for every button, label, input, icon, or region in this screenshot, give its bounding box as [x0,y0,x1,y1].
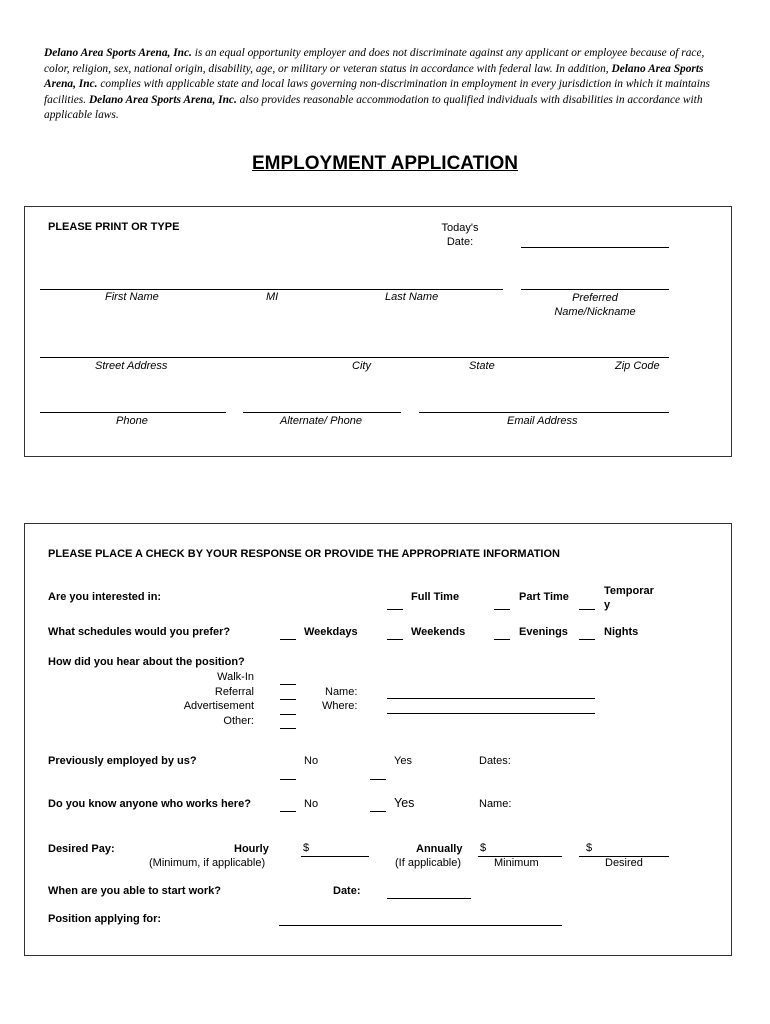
weekdays-label: Weekdays [304,626,358,638]
eeo-statement [44,46,724,124]
advertisement-label: Advertisement [183,700,254,712]
todays-date-label [420,221,500,249]
hourly-pay-field[interactable] [301,856,369,857]
statement-part-1: is an equal opportunity employer and does not discriminate against any applicant or employee because of race, color, religion, sex, national origin, disability, age, or military or veteran status in accordance with federal law. In addition, [44,47,705,75]
part-time-checkbox[interactable] [494,609,510,610]
preferred-name-label [534,291,656,319]
hourly-note: (Minimum, if applicable) [149,857,266,869]
hourly-dollar: $ [303,842,310,854]
page-title: EMPLOYMENT APPLICATION [252,153,518,174]
start-date-field[interactable] [387,898,471,899]
prev-employed-question: Previously employed by us? [48,755,197,767]
nights-label: Nights [604,626,639,638]
start-date-label: Date: [333,885,361,897]
interested-question: Are you interested in: [48,591,162,603]
statement-part-3: also provides reasonable accommodation to qualified individuals with disabilities in accordance with applicable laws. [44,93,703,122]
temporary-checkbox[interactable] [579,609,595,610]
annually-label: Annually [416,843,463,855]
position-field[interactable] [279,925,562,926]
know-anyone-question: Do you know anyone who works here? [48,798,251,810]
referral-checkbox[interactable] [280,699,296,700]
hourly-label: Hourly [234,843,269,855]
company-name: Delano Area Sports Arena, Inc. [44,47,192,59]
where-label: Where: [322,700,358,712]
annual-min-dollar: $ [480,842,487,854]
state-label: State [469,360,495,372]
statement-part-2: complies with applicable state and local laws governing non-discrimination in employment in every jurisdiction in which it maintains facilities. [44,78,710,106]
phone-label: Phone [116,415,148,427]
todays-date-field[interactable] [521,247,669,248]
part-time-label: Part Time [519,591,569,603]
walkin-checkbox[interactable] [280,684,296,685]
temporary-label-1: Temporar [604,585,654,597]
date-label: Date: [446,236,474,248]
preferred-label-2: Name/Nickname [554,306,636,318]
prev-yes-checkbox[interactable] [370,779,386,780]
full-time-label: Full Time [411,591,460,603]
evenings-label: Evenings [519,626,568,638]
company-name: Delano Area Sports Arena, Inc. [88,93,237,106]
prev-yes-label: Yes [394,755,412,767]
start-work-question: When are you able to start work? [48,885,221,897]
mi-label: MI [266,291,279,303]
phone-field[interactable] [40,412,226,413]
know-no-label: No [304,798,319,810]
know-name-label: Name: [479,798,512,810]
walkin-label: Walk-In [217,671,254,683]
city-label: City [352,360,371,372]
zip-code-label: Zip Code [615,360,660,372]
check-response-heading: PLEASE PLACE A CHECK BY YOUR RESPONSE OR PROVIDE THE APPROPRIATE INFORMATION [48,548,560,560]
annually-note: (If applicable) [395,857,462,869]
weekdays-checkbox[interactable] [280,639,296,640]
know-no-checkbox[interactable] [280,811,296,812]
full-time-checkbox[interactable] [387,609,403,610]
desired-label: Desired [605,857,643,869]
referral-name-field[interactable] [387,698,595,699]
email-field[interactable] [419,412,669,413]
referral-name-label: Name: [325,686,358,698]
prev-no-label: No [304,755,319,767]
street-address-label: Street Address [95,360,168,372]
weekends-checkbox[interactable] [387,639,403,640]
dates-label: Dates: [479,755,511,767]
last-name-label: Last Name [385,291,439,303]
position-question: Position applying for: [48,913,162,925]
nights-checkbox[interactable] [579,639,595,640]
first-name-label: First Name [105,291,159,303]
temporary-label-2: y [604,599,611,611]
referral-label: Referral [214,686,254,698]
minimum-label: Minimum [494,857,539,869]
evenings-checkbox[interactable] [494,639,510,640]
schedule-question: What schedules would you prefer? [48,626,231,638]
know-yes-label: Yes [394,796,415,810]
where-field[interactable] [387,713,595,714]
advertisement-checkbox[interactable] [280,714,296,715]
hear-question: How did you hear about the position? [48,656,245,668]
name-field[interactable] [40,289,503,290]
annual-desired-dollar: $ [586,842,593,854]
desired-pay-label: Desired Pay: [48,843,115,855]
todays-label: Today's [441,222,479,234]
email-label: Email Address [507,415,578,427]
prev-no-checkbox[interactable] [280,779,296,780]
alt-phone-label: Alternate/ Phone [280,415,362,427]
preferred-label-1: Preferred [572,292,618,304]
company-name: Delano Area Sports Arena, Inc. [44,62,704,91]
temporary-label [604,584,654,612]
know-yes-checkbox[interactable] [370,811,386,812]
print-or-type-heading: PLEASE PRINT OR TYPE [48,221,180,233]
weekends-label: Weekends [411,626,466,638]
address-field[interactable] [40,357,669,358]
preferred-name-field[interactable] [521,289,669,290]
other-label: Other: [223,715,254,727]
alt-phone-field[interactable] [243,412,401,413]
other-checkbox[interactable] [280,728,296,729]
